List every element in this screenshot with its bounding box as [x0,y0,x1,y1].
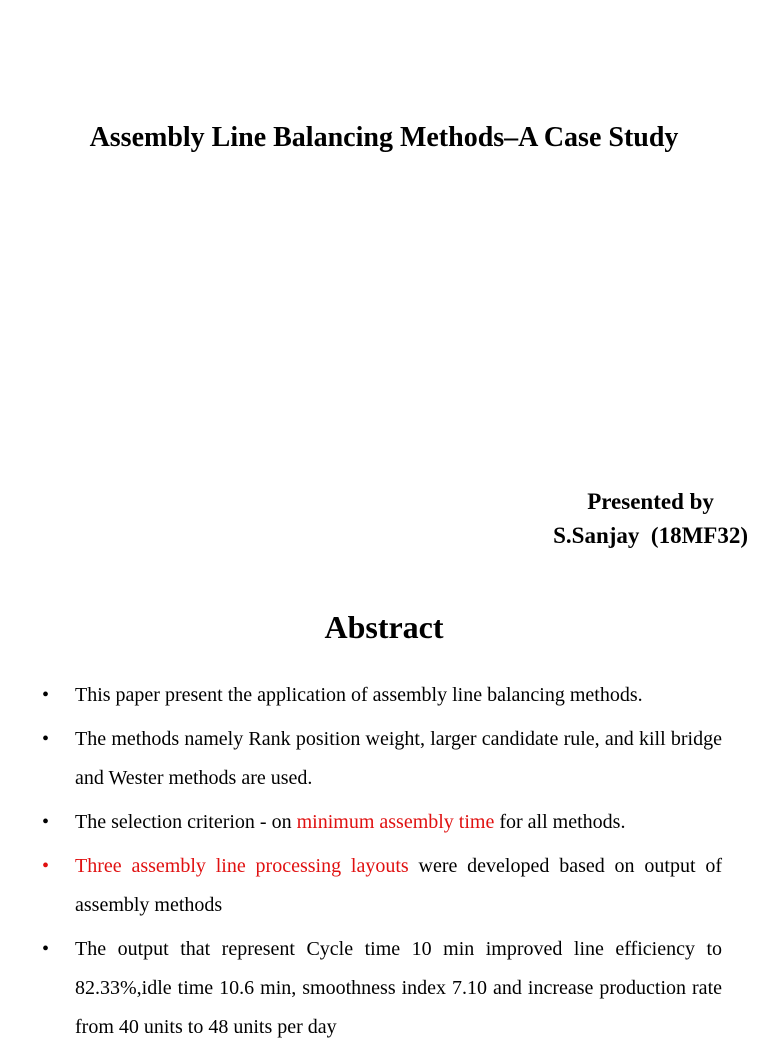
abstract-item [0,847,768,925]
abstract-heading: Abstract [324,609,444,645]
abstract-item-text: This paper present the application of assembly line balancing methods. [75,684,643,706]
highlighted-phrase: Three assembly line processing layouts [75,855,409,877]
presented-by-label: Presented by [587,489,714,514]
bullet-icon: • [42,684,50,706]
highlighted-phrase: minimum assembly time [296,811,495,833]
bullet-icon: • [42,855,50,877]
abstract-item [0,676,768,715]
abstract-item [0,930,768,1047]
abstract-item [0,720,768,798]
presenter-block [553,485,748,553]
presenter-name: S.Sanjay (18MF32) [553,523,748,548]
document-title: Assembly Line Balancing Methods–A Case Study [89,122,679,153]
abstract-item-text-after: for all methods. [494,811,626,833]
bullet-icon: • [42,938,50,960]
abstract-item-text-before: The selection criterion - on [75,811,297,833]
abstract-item-text: The methods namely Rank position weight, larger candidate rule, and kill bridge and Wester methods are used. [75,728,722,789]
bullet-icon: • [42,728,50,750]
abstract-list [0,676,768,1052]
bullet-icon: • [42,811,50,833]
abstract-item-text-after: were developed based on output of assembly methods [75,855,722,916]
abstract-item-text: The output that represent Cycle time 10 min improved line efficiency to 82.33%,idle time 10.6 min, smoothness index 7.10 and increase production rate from 40 units to 48 units per day [75,938,722,1038]
abstract-item [0,803,768,842]
